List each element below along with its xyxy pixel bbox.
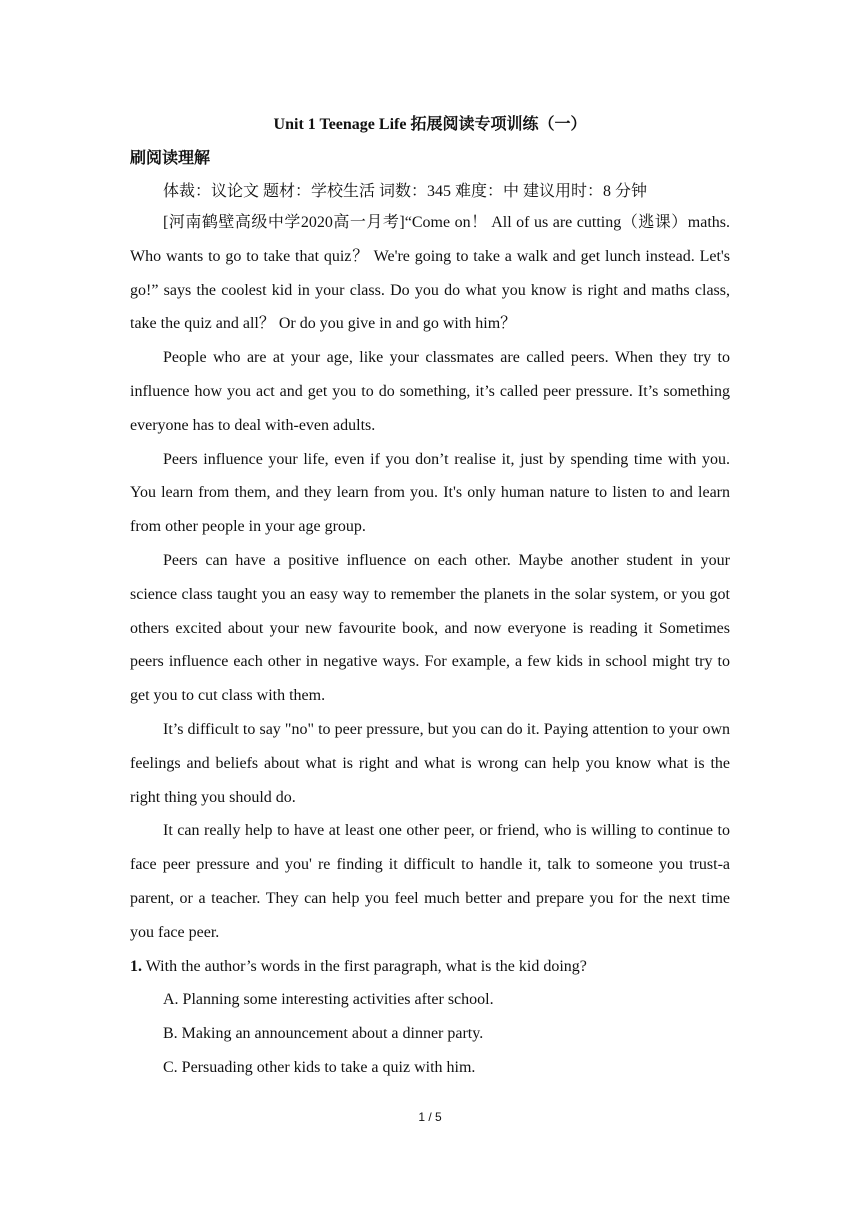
passage-info-line: 体裁：议论文 题材：学校生活 词数：345 难度：中 建议用时：8 分钟 xyxy=(163,183,648,200)
section-heading: 刷阅读理解 xyxy=(130,150,211,167)
paragraph: [河南鹤壁高级中学2020高一月考]“Come on！ All of us are cutting（逃课）maths. Who wants to go to take that quiz？ We're going to take a walk and get lunch instead. Let's go!” says the coolest kid in your class. Do you do what you know is right and maths class, take the quiz and all？ Or do you give in and go with him？ xyxy=(130,214,730,333)
answer-option-b: B. Making an announcement about a dinner party. xyxy=(163,1025,484,1043)
paragraph: People who are at your age, like your classmates are called peers. When they try to influence how you act and get you to do something, it’s called peer pressure. It’s something everyone has to deal with-even adults. xyxy=(130,349,730,434)
question-text: With the author’s words in the first paragraph, what is the kid doing? xyxy=(142,957,587,975)
answer-option-a: A. Planning some interesting activities after school. xyxy=(163,991,494,1009)
page-number: 1 / 5 xyxy=(418,1110,442,1124)
document-title: Unit 1 Teenage Life 拓展阅读专项训练（一） xyxy=(273,116,587,133)
question-1 xyxy=(130,950,730,984)
paragraph: Peers influence your life, even if you don’t realise it, just by spending time with you. You learn from them, and they learn from you. It's only human nature to listen to and learn from other people in your age group. xyxy=(130,450,730,536)
passage-body xyxy=(130,206,730,1085)
paragraph: It’s difficult to say "no" to peer pressure, but you can do it. Paying attention to your own feelings and beliefs about what is right and what is wrong can help you know what is the right thing you should do. xyxy=(130,720,730,806)
answer-option-c: C. Persuading other kids to take a quiz with him. xyxy=(163,1058,476,1076)
paragraph: It can really help to have at least one other peer, or friend, who is willing to continue to face peer pressure and you' re finding it difficult to handle it, talk to someone you trust-a parent, or a teacher. They can help you feel much better and prepare you for the next time you face peer. xyxy=(130,822,730,941)
paragraph: Peers can have a positive influence on each other. Maybe another student in your science class taught you an easy way to remember the planets in the solar system, or you got others excited about your new favourite book, and now everyone is reading it Sometimes peers influence each other in negative ways. For example, a few kids in school might try to get you to cut class with them. xyxy=(130,551,730,705)
question-number: 1. xyxy=(130,957,142,975)
